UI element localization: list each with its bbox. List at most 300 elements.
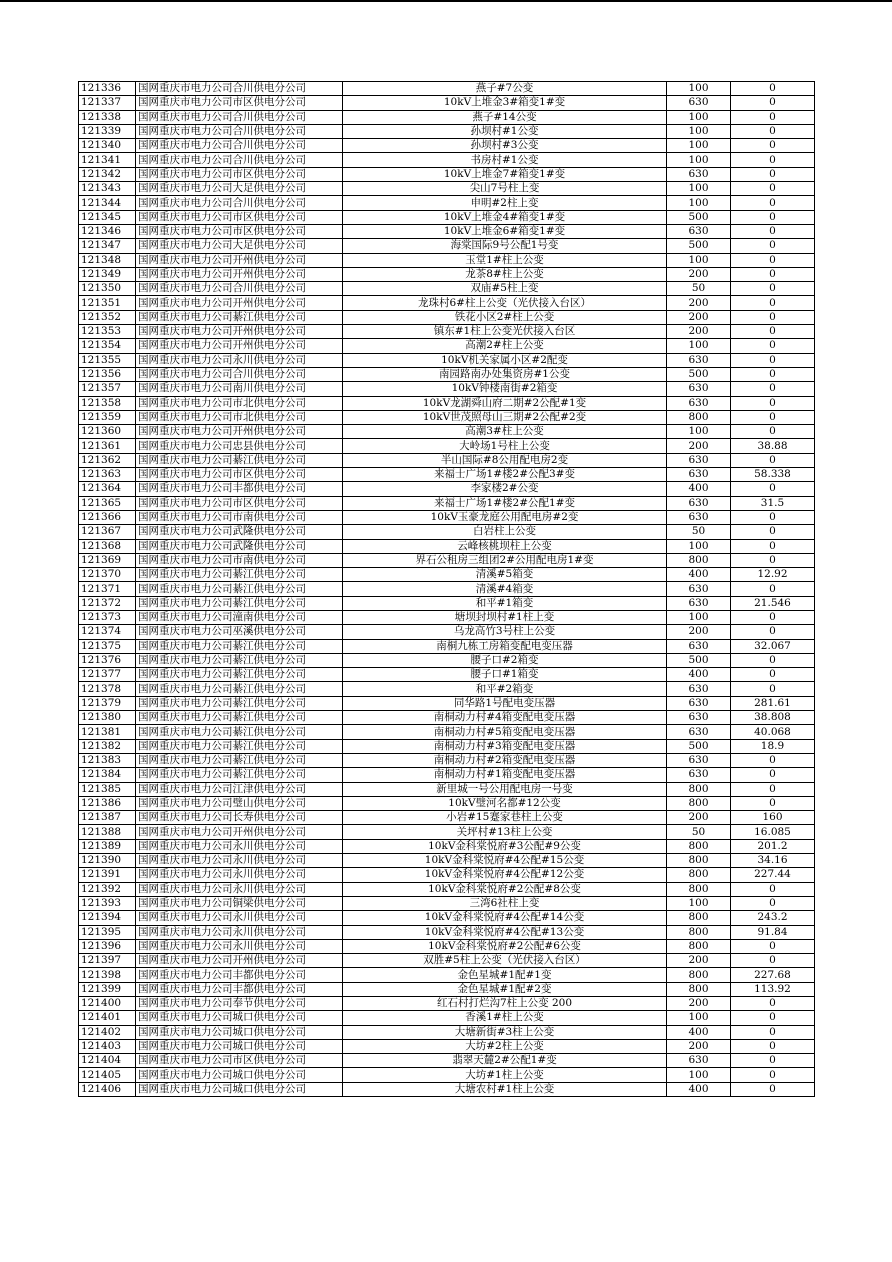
row-id-cell: 121369 (79, 553, 136, 567)
table-row (79, 811, 815, 825)
capacity-cell: 200 (667, 310, 731, 324)
value-cell: 0 (731, 582, 815, 596)
value-cell: 0 (731, 682, 815, 696)
capacity-cell: 630 (667, 711, 731, 725)
org-name-cell: 国网重庆市电力公司綦江供电分公司 (136, 739, 343, 753)
transformer-name-cell: 玉堂1#柱上公变 (343, 253, 667, 267)
capacity-cell: 200 (667, 1039, 731, 1053)
transformer-name-cell: 10kV金科棠悦府#2公配#8公变 (343, 882, 667, 896)
transformer-name-cell: 高潮2#柱上公变 (343, 339, 667, 353)
value-cell: 0 (731, 753, 815, 767)
transformer-name-cell: 10kV上堆金4#箱变1#变 (343, 210, 667, 224)
capacity-cell: 100 (667, 339, 731, 353)
value-cell: 38.808 (731, 711, 815, 725)
value-cell: 0 (731, 525, 815, 539)
transformer-name-cell: 10kV金科棠悦府#4公配#13公变 (343, 925, 667, 939)
row-id-cell: 121387 (79, 811, 136, 825)
capacity-cell: 630 (667, 510, 731, 524)
org-name-cell: 国网重庆市电力公司开州供电分公司 (136, 296, 343, 310)
row-id-cell: 121337 (79, 96, 136, 110)
transformer-name-cell: 金色星城#1配#1变 (343, 968, 667, 982)
capacity-cell: 630 (667, 96, 731, 110)
row-id-cell: 121384 (79, 768, 136, 782)
capacity-cell: 630 (667, 382, 731, 396)
row-id-cell: 121402 (79, 1025, 136, 1039)
capacity-cell: 630 (667, 496, 731, 510)
row-id-cell: 121383 (79, 753, 136, 767)
transformer-name-cell: 红石村打烂沟7柱上公变 200 (343, 997, 667, 1011)
org-name-cell: 国网重庆市电力公司綦江供电分公司 (136, 682, 343, 696)
value-cell: 34.16 (731, 854, 815, 868)
org-name-cell: 国网重庆市电力公司綦江供电分公司 (136, 711, 343, 725)
table-row (79, 396, 815, 410)
org-name-cell: 国网重庆市电力公司开州供电分公司 (136, 339, 343, 353)
row-id-cell: 121379 (79, 696, 136, 710)
org-name-cell: 国网重庆市电力公司綦江供电分公司 (136, 582, 343, 596)
capacity-cell: 100 (667, 610, 731, 624)
table-row (79, 725, 815, 739)
row-id-cell: 121376 (79, 653, 136, 667)
transformer-name-cell: 清溪#5箱变 (343, 568, 667, 582)
capacity-cell: 200 (667, 811, 731, 825)
row-id-cell: 121347 (79, 239, 136, 253)
row-id-cell: 121367 (79, 525, 136, 539)
capacity-cell: 630 (667, 453, 731, 467)
row-id-cell: 121405 (79, 1068, 136, 1082)
value-cell: 0 (731, 339, 815, 353)
table-row (79, 82, 815, 96)
value-cell: 160 (731, 811, 815, 825)
org-name-cell: 国网重庆市电力公司綦江供电分公司 (136, 639, 343, 653)
table-row (79, 110, 815, 124)
org-name-cell: 国网重庆市电力公司綦江供电分公司 (136, 753, 343, 767)
value-cell: 38.88 (731, 439, 815, 453)
org-name-cell: 国网重庆市电力公司市区供电分公司 (136, 96, 343, 110)
transformer-name-cell: 10kV上堆金3#箱变1#变 (343, 96, 667, 110)
capacity-cell: 100 (667, 110, 731, 124)
table-row (79, 1054, 815, 1068)
table-row (79, 582, 815, 596)
capacity-cell: 400 (667, 668, 731, 682)
org-name-cell: 国网重庆市电力公司丰都供电分公司 (136, 482, 343, 496)
transformer-name-cell: 三湾6社柱上变 (343, 896, 667, 910)
table-row (79, 96, 815, 110)
row-id-cell: 121360 (79, 425, 136, 439)
value-cell: 0 (731, 625, 815, 639)
capacity-cell: 100 (667, 1011, 731, 1025)
row-id-cell: 121389 (79, 839, 136, 853)
row-id-cell: 121346 (79, 224, 136, 238)
table-row (79, 239, 815, 253)
row-id-cell: 121388 (79, 825, 136, 839)
table-row (79, 453, 815, 467)
capacity-cell: 100 (667, 1068, 731, 1082)
value-cell: 0 (731, 310, 815, 324)
value-cell: 0 (731, 882, 815, 896)
transformer-name-cell: 白岩柱上公变 (343, 525, 667, 539)
org-name-cell: 国网重庆市电力公司市区供电分公司 (136, 468, 343, 482)
table-row (79, 639, 815, 653)
transformer-name-cell: 10kV金科棠悦府#2公配#6公变 (343, 939, 667, 953)
transformer-name-cell: 南桐九栋工房箱变配电变压器 (343, 639, 667, 653)
table-row (79, 139, 815, 153)
transformer-name-cell: 金色星城#1配#2变 (343, 982, 667, 996)
value-cell: 0 (731, 1011, 815, 1025)
value-cell: 12.92 (731, 568, 815, 582)
capacity-cell: 800 (667, 925, 731, 939)
table-row (79, 353, 815, 367)
row-id-cell: 121339 (79, 124, 136, 138)
transformer-name-cell: 南园路南办处集资房#1公变 (343, 367, 667, 381)
row-id-cell: 121377 (79, 668, 136, 682)
row-id-cell: 121364 (79, 482, 136, 496)
transformer-name-cell: 南桐动力村#2箱变配电变压器 (343, 753, 667, 767)
org-name-cell: 国网重庆市电力公司武隆供电分公司 (136, 525, 343, 539)
row-id-cell: 121406 (79, 1082, 136, 1096)
org-name-cell: 国网重庆市电力公司綦江供电分公司 (136, 653, 343, 667)
org-name-cell: 国网重庆市电力公司綦江供电分公司 (136, 768, 343, 782)
capacity-cell: 400 (667, 568, 731, 582)
row-id-cell: 121378 (79, 682, 136, 696)
capacity-cell: 800 (667, 968, 731, 982)
table-row (79, 825, 815, 839)
org-name-cell: 国网重庆市电力公司綦江供电分公司 (136, 725, 343, 739)
value-cell: 32.067 (731, 639, 815, 653)
capacity-cell: 100 (667, 253, 731, 267)
transformer-name-cell: 来福士广场1#楼2#公配1#变 (343, 496, 667, 510)
org-name-cell: 国网重庆市电力公司合川供电分公司 (136, 367, 343, 381)
value-cell: 0 (731, 382, 815, 396)
row-id-cell: 121373 (79, 610, 136, 624)
org-name-cell: 国网重庆市电力公司城口供电分公司 (136, 1082, 343, 1096)
capacity-cell: 800 (667, 882, 731, 896)
row-id-cell: 121363 (79, 468, 136, 482)
row-id-cell: 121353 (79, 325, 136, 339)
row-id-cell: 121398 (79, 968, 136, 982)
transformer-name-cell: 燕子#14公变 (343, 110, 667, 124)
capacity-cell: 630 (667, 224, 731, 238)
capacity-cell: 630 (667, 396, 731, 410)
value-cell: 0 (731, 539, 815, 553)
value-cell: 0 (731, 653, 815, 667)
value-cell: 0 (731, 325, 815, 339)
value-cell: 16.085 (731, 825, 815, 839)
transformer-name-cell: 翡翠天麓2#公配1#变 (343, 1054, 667, 1068)
org-name-cell: 国网重庆市电力公司合川供电分公司 (136, 196, 343, 210)
transformer-name-cell: 双胜#5柱上公变（光伏接入台区） (343, 954, 667, 968)
capacity-cell: 630 (667, 1054, 731, 1068)
row-id-cell: 121344 (79, 196, 136, 210)
row-id-cell: 121390 (79, 854, 136, 868)
transformer-name-cell: 和平#2箱变 (343, 682, 667, 696)
capacity-cell: 100 (667, 153, 731, 167)
value-cell: 0 (731, 425, 815, 439)
value-cell: 0 (731, 482, 815, 496)
value-cell: 0 (731, 396, 815, 410)
table-row (79, 939, 815, 953)
transformer-name-cell: 新里城一号公用配电房一号变 (343, 782, 667, 796)
transformer-name-cell: 清溪#4箱变 (343, 582, 667, 596)
row-id-cell: 121340 (79, 139, 136, 153)
transformer-name-cell: 南桐动力村#1箱变配电变压器 (343, 768, 667, 782)
row-id-cell: 121371 (79, 582, 136, 596)
org-name-cell: 国网重庆市电力公司城口供电分公司 (136, 1025, 343, 1039)
capacity-cell: 800 (667, 553, 731, 567)
transformer-name-cell: 大塘新街#3柱上公变 (343, 1025, 667, 1039)
org-name-cell: 国网重庆市电力公司市区供电分公司 (136, 224, 343, 238)
row-id-cell: 121400 (79, 997, 136, 1011)
table-row (79, 282, 815, 296)
value-cell: 0 (731, 453, 815, 467)
row-id-cell: 121375 (79, 639, 136, 653)
transformer-name-cell: 双庙#5柱上变 (343, 282, 667, 296)
table-row (79, 325, 815, 339)
value-cell: 0 (731, 896, 815, 910)
value-cell: 0 (731, 182, 815, 196)
org-name-cell: 国网重庆市电力公司永川供电分公司 (136, 854, 343, 868)
org-name-cell: 国网重庆市电力公司市区供电分公司 (136, 167, 343, 181)
transformer-name-cell: 南桐动力村#3箱变配电变压器 (343, 739, 667, 753)
org-name-cell: 国网重庆市电力公司忠县供电分公司 (136, 439, 343, 453)
org-name-cell: 国网重庆市电力公司合川供电分公司 (136, 139, 343, 153)
transformer-name-cell: 10kV机关家属小区#2配变 (343, 353, 667, 367)
table-row (79, 896, 815, 910)
table-row (79, 367, 815, 381)
row-id-cell: 121395 (79, 925, 136, 939)
org-name-cell: 国网重庆市电力公司綦江供电分公司 (136, 310, 343, 324)
row-id-cell: 121365 (79, 496, 136, 510)
table-row (79, 1039, 815, 1053)
capacity-cell: 200 (667, 439, 731, 453)
org-name-cell: 国网重庆市电力公司铜梁供电分公司 (136, 896, 343, 910)
value-cell: 0 (731, 282, 815, 296)
table-row (79, 753, 815, 767)
capacity-cell: 630 (667, 468, 731, 482)
table-row (79, 997, 815, 1011)
table-row (79, 510, 815, 524)
table-row (79, 182, 815, 196)
transformer-name-cell: 10kV金科棠悦府#4公配#12公变 (343, 868, 667, 882)
table-row (79, 482, 815, 496)
value-cell: 0 (731, 939, 815, 953)
row-id-cell: 121374 (79, 625, 136, 639)
value-cell: 0 (731, 124, 815, 138)
table-row (79, 339, 815, 353)
value-cell: 0 (731, 1039, 815, 1053)
row-id-cell: 121382 (79, 739, 136, 753)
table-row (79, 653, 815, 667)
transformer-name-cell: 关坪村#13柱上公变 (343, 825, 667, 839)
org-name-cell: 国网重庆市电力公司城口供电分公司 (136, 1011, 343, 1025)
row-id-cell: 121345 (79, 210, 136, 224)
transformer-name-cell: 龙珠村6#柱上公变（光伏接入台区） (343, 296, 667, 310)
org-name-cell: 国网重庆市电力公司开州供电分公司 (136, 825, 343, 839)
row-id-cell: 121385 (79, 782, 136, 796)
table-row (79, 854, 815, 868)
capacity-cell: 100 (667, 425, 731, 439)
value-cell: 0 (731, 367, 815, 381)
org-name-cell: 国网重庆市电力公司开州供电分公司 (136, 425, 343, 439)
value-cell: 201.2 (731, 839, 815, 853)
row-id-cell: 121354 (79, 339, 136, 353)
table-row (79, 768, 815, 782)
org-name-cell: 国网重庆市电力公司巫溪供电分公司 (136, 625, 343, 639)
table-row (79, 968, 815, 982)
capacity-cell: 100 (667, 182, 731, 196)
org-name-cell: 国网重庆市电力公司丰都供电分公司 (136, 982, 343, 996)
org-name-cell: 国网重庆市电力公司璧山供电分公司 (136, 796, 343, 810)
org-name-cell: 国网重庆市电力公司永川供电分公司 (136, 353, 343, 367)
value-cell: 0 (731, 410, 815, 424)
row-id-cell: 121386 (79, 796, 136, 810)
capacity-cell: 630 (667, 696, 731, 710)
transformer-name-cell: 大坊#1柱上公变 (343, 1068, 667, 1082)
table-row (79, 1011, 815, 1025)
transformer-name-cell: 10kV金科棠悦府#4公配#15公变 (343, 854, 667, 868)
capacity-cell: 630 (667, 596, 731, 610)
transformer-name-cell: 大塘农村#1柱上公变 (343, 1082, 667, 1096)
value-cell: 243.2 (731, 911, 815, 925)
table-row (79, 196, 815, 210)
transformer-name-cell: 香溪1#柱上公变 (343, 1011, 667, 1025)
transformer-table (78, 81, 815, 1097)
value-cell: 0 (731, 954, 815, 968)
table-row (79, 410, 815, 424)
capacity-cell: 630 (667, 768, 731, 782)
value-cell: 31.5 (731, 496, 815, 510)
value-cell: 0 (731, 267, 815, 281)
org-name-cell: 国网重庆市电力公司市区供电分公司 (136, 496, 343, 510)
table-row (79, 124, 815, 138)
table-row (79, 711, 815, 725)
value-cell: 0 (731, 253, 815, 267)
capacity-cell: 400 (667, 482, 731, 496)
table-row (79, 839, 815, 853)
table-body (79, 82, 815, 1097)
row-id-cell: 121372 (79, 596, 136, 610)
table-row (79, 553, 815, 567)
row-id-cell: 121349 (79, 267, 136, 281)
row-id-cell: 121403 (79, 1039, 136, 1053)
row-id-cell: 121342 (79, 167, 136, 181)
value-cell: 227.68 (731, 968, 815, 982)
table-row (79, 682, 815, 696)
table-row (79, 439, 815, 453)
org-name-cell: 国网重庆市电力公司江津供电分公司 (136, 782, 343, 796)
table-row (79, 911, 815, 925)
row-id-cell: 121380 (79, 711, 136, 725)
table-row (79, 868, 815, 882)
value-cell: 227.44 (731, 868, 815, 882)
org-name-cell: 国网重庆市电力公司綦江供电分公司 (136, 596, 343, 610)
value-cell: 0 (731, 1025, 815, 1039)
value-cell: 0 (731, 997, 815, 1011)
value-cell: 0 (731, 224, 815, 238)
table-row (79, 1082, 815, 1096)
capacity-cell: 100 (667, 124, 731, 138)
transformer-name-cell: 燕子#7公变 (343, 82, 667, 96)
value-cell: 40.068 (731, 725, 815, 739)
table-row (79, 210, 815, 224)
capacity-cell: 100 (667, 539, 731, 553)
value-cell: 0 (731, 553, 815, 567)
table-row (79, 596, 815, 610)
transformer-name-cell: 孙坝村#1公变 (343, 124, 667, 138)
org-name-cell: 国网重庆市电力公司合川供电分公司 (136, 82, 343, 96)
transformer-name-cell: 龙茶8#柱上公变 (343, 267, 667, 281)
table-row (79, 1068, 815, 1082)
org-name-cell: 国网重庆市电力公司奉节供电分公司 (136, 997, 343, 1011)
table-row (79, 954, 815, 968)
table-row (79, 782, 815, 796)
org-name-cell: 国网重庆市电力公司长寿供电分公司 (136, 811, 343, 825)
transformer-name-cell: 半山国际#8公用配电房2变 (343, 453, 667, 467)
value-cell: 0 (731, 139, 815, 153)
value-cell: 0 (731, 210, 815, 224)
transformer-name-cell: 10kV钟楼南街#2箱变 (343, 382, 667, 396)
value-cell: 21.546 (731, 596, 815, 610)
org-name-cell: 国网重庆市电力公司綦江供电分公司 (136, 568, 343, 582)
org-name-cell: 国网重庆市电力公司潼南供电分公司 (136, 610, 343, 624)
capacity-cell: 630 (667, 725, 731, 739)
org-name-cell: 国网重庆市电力公司合川供电分公司 (136, 124, 343, 138)
value-cell: 0 (731, 153, 815, 167)
org-name-cell: 国网重庆市电力公司永川供电分公司 (136, 925, 343, 939)
org-name-cell: 国网重庆市电力公司南川供电分公司 (136, 382, 343, 396)
transformer-name-cell: 镇东#1柱上公变光伏接入台区 (343, 325, 667, 339)
row-id-cell: 121343 (79, 182, 136, 196)
capacity-cell: 400 (667, 1082, 731, 1096)
row-id-cell: 121357 (79, 382, 136, 396)
org-name-cell: 国网重庆市电力公司永川供电分公司 (136, 939, 343, 953)
table-row (79, 224, 815, 238)
table-row (79, 668, 815, 682)
row-id-cell: 121362 (79, 453, 136, 467)
value-cell: 91.84 (731, 925, 815, 939)
org-name-cell: 国网重庆市电力公司大足供电分公司 (136, 239, 343, 253)
table-row (79, 568, 815, 582)
transformer-name-cell: 10kV上堆金7#箱变1#变 (343, 167, 667, 181)
value-cell: 0 (731, 1054, 815, 1068)
capacity-cell: 800 (667, 982, 731, 996)
row-id-cell: 121361 (79, 439, 136, 453)
row-id-cell: 121348 (79, 253, 136, 267)
transformer-name-cell: 南桐动力村#4箱变配电变压器 (343, 711, 667, 725)
transformer-name-cell: 腰子口#1箱变 (343, 668, 667, 682)
transformer-name-cell: 10kV金科棠悦府#4公配#14公变 (343, 911, 667, 925)
value-cell: 0 (731, 510, 815, 524)
org-name-cell: 国网重庆市电力公司开州供电分公司 (136, 267, 343, 281)
row-id-cell: 121352 (79, 310, 136, 324)
table-row (79, 382, 815, 396)
table-row (79, 310, 815, 324)
org-name-cell: 国网重庆市电力公司开州供电分公司 (136, 325, 343, 339)
transformer-name-cell: 孙坝村#3公变 (343, 139, 667, 153)
transformer-name-cell: 小岩#15蹇家巷柱上公变 (343, 811, 667, 825)
table-row (79, 167, 815, 181)
row-id-cell: 121356 (79, 367, 136, 381)
transformer-name-cell: 南桐动力村#5箱变配电变压器 (343, 725, 667, 739)
table-row (79, 253, 815, 267)
transformer-name-cell: 界石公租房三组团2#公用配电房1#变 (343, 553, 667, 567)
table-row (79, 468, 815, 482)
transformer-name-cell: 腰子口#2箱变 (343, 653, 667, 667)
org-name-cell: 国网重庆市电力公司合川供电分公司 (136, 153, 343, 167)
table-row (79, 425, 815, 439)
capacity-cell: 500 (667, 367, 731, 381)
value-cell: 0 (731, 353, 815, 367)
capacity-cell: 400 (667, 1025, 731, 1039)
